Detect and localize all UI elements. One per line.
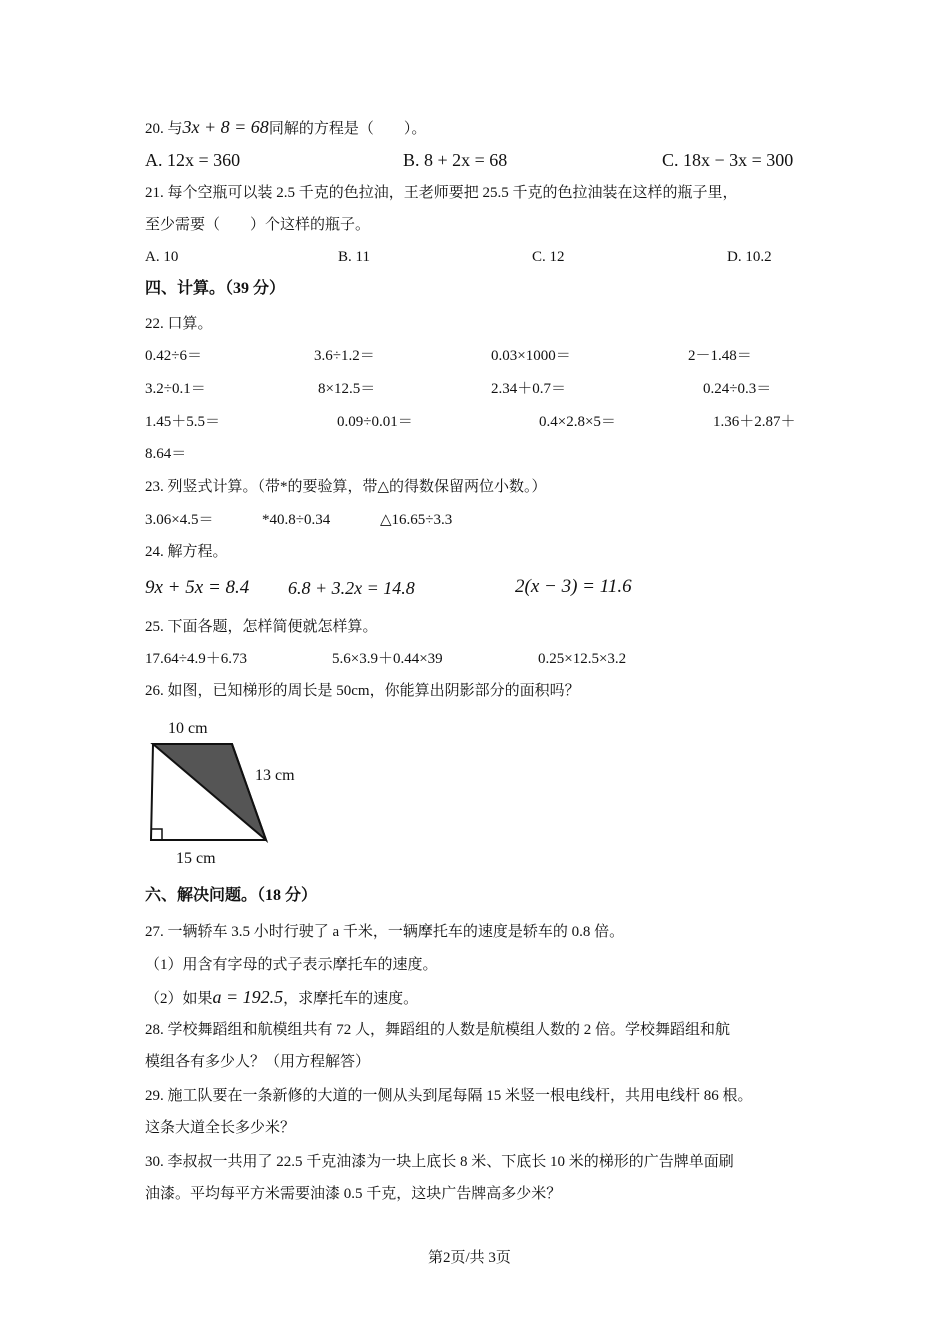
page-footer: 第2页/共 3页: [428, 1250, 511, 1266]
q29-line2: 这条大道全长多少米？: [145, 1120, 296, 1136]
q25-item: 5.6×3.9＋0.44×39: [332, 651, 443, 667]
q20-stem: [145, 117, 426, 139]
q28-line2: 模组各有多少人？（用方程解答）: [145, 1054, 371, 1070]
q24-equation: 6.8 + 3.2x = 14.8: [288, 578, 415, 598]
q23-item: *40.8÷0.34: [262, 512, 331, 528]
q30-line1: 30. 李叔叔一共用了 22.5 千克油漆为一块上底长 8 米、下底长 10 米的梯形的广告牌单面刷: [145, 1154, 734, 1170]
q22-item: 0.03×1000＝: [491, 348, 571, 364]
q20-option-a: A. 12x = 360: [145, 150, 241, 170]
q21-option-c: C. 12: [532, 249, 565, 265]
q22-item-wrap: 8.64＝: [145, 446, 187, 462]
q22-title: 22. 口算。: [145, 316, 213, 332]
q29-line1: 29. 施工队要在一条新修的大道的一侧从头到尾每隔 15 米竖一根电线杆，共用电线杆 86 根。: [145, 1088, 753, 1104]
q27-sub2: [145, 987, 418, 1009]
q22-item: 8×12.5＝: [318, 381, 376, 397]
q22-item: 2.34＋0.7＝: [491, 381, 567, 397]
label-top: 10 cm: [168, 720, 208, 737]
q22-item: 1.45＋5.5＝: [145, 414, 221, 430]
q30-line2: 油漆。平均每平方米需要油漆 0.5 千克，这块广告牌高多少米？: [145, 1186, 562, 1202]
q22-item: 1.36＋2.87＋: [713, 414, 796, 430]
q23-item: △16.65÷3.3: [380, 512, 453, 528]
label-bottom: 15 cm: [176, 850, 216, 867]
q20-suffix: 同解的方程是（ ）。: [268, 121, 427, 137]
q27-sub1: （1）用含有字母的式子表示摩托车的速度。: [145, 957, 438, 973]
q27-sub2-suffix: ，求摩托车的速度。: [283, 991, 419, 1007]
right-angle-mark: [151, 829, 162, 840]
q27-sub2-prefix: （2）如果: [145, 991, 213, 1007]
q22-item: 2－1.48＝: [688, 348, 752, 364]
q22-item: 0.24÷0.3＝: [703, 381, 772, 397]
q22-item: 3.2÷0.1＝: [145, 381, 206, 397]
q25-item: 0.25×12.5×3.2: [538, 651, 627, 667]
q20-prefix: 20. 与: [145, 121, 183, 137]
trapezoid-figure: [140, 715, 320, 875]
q21-line1: 21. 每个空瓶可以装 2.5 千克的色拉油，王老师要把 25.5 千克的色拉油装在这样的瓶子里，: [145, 185, 738, 201]
section-6-heading: 六、解决问题。（18 分）: [145, 887, 318, 904]
q23-title: 23. 列竖式计算。（带*的要验算，带△的得数保留两位小数。）: [145, 479, 547, 495]
q27-line1: 27. 一辆轿车 3.5 小时行驶了 a 千米，一辆摩托车的速度是轿车的 0.8 倍。: [145, 924, 625, 940]
q28-line1: 28. 学校舞蹈组和航模组共有 72 人，舞蹈组的人数是航模组人数的 2 倍。学校舞蹈组和航: [145, 1022, 731, 1038]
q24-title: 24. 解方程。: [145, 544, 228, 560]
q22-item: 0.09÷0.01＝: [337, 414, 413, 430]
q20-option-b: B. 8 + 2x = 68: [403, 150, 508, 170]
q21-line2: 至少需要（ ）个这样的瓶子。: [145, 217, 371, 233]
q22-item: 0.4×2.8×5＝: [539, 414, 616, 430]
q20-equation: 3x + 8 = 68: [182, 117, 269, 137]
q20-option-c: C. 18x − 3x = 300: [662, 150, 794, 170]
q25-item: 17.64÷4.9＋6.73: [145, 651, 247, 667]
q22-item: 0.42÷6＝: [145, 348, 202, 364]
label-side: 13 cm: [255, 767, 295, 784]
q22-item: 3.6÷1.2＝: [314, 348, 375, 364]
trapezoid-diagram: [140, 715, 320, 875]
q26-title: 26. 如图，已知梯形的周长是 50cm，你能算出阴影部分的面积吗？: [145, 683, 580, 699]
q23-item: 3.06×4.5＝: [145, 512, 214, 528]
q27-sub2-equation: a = 192.5: [212, 987, 284, 1007]
section-4-heading: 四、计算。（39 分）: [145, 280, 286, 297]
q25-title: 25. 下面各题，怎样简便就怎样算。: [145, 619, 378, 635]
q24-equation: 9x + 5x = 8.4: [145, 577, 250, 598]
q21-option-a: A. 10: [145, 249, 179, 265]
q21-option-d: D. 10.2: [727, 249, 772, 265]
q21-option-b: B. 11: [338, 249, 370, 265]
q24-equation: 2(x − 3) = 11.6: [515, 576, 632, 597]
